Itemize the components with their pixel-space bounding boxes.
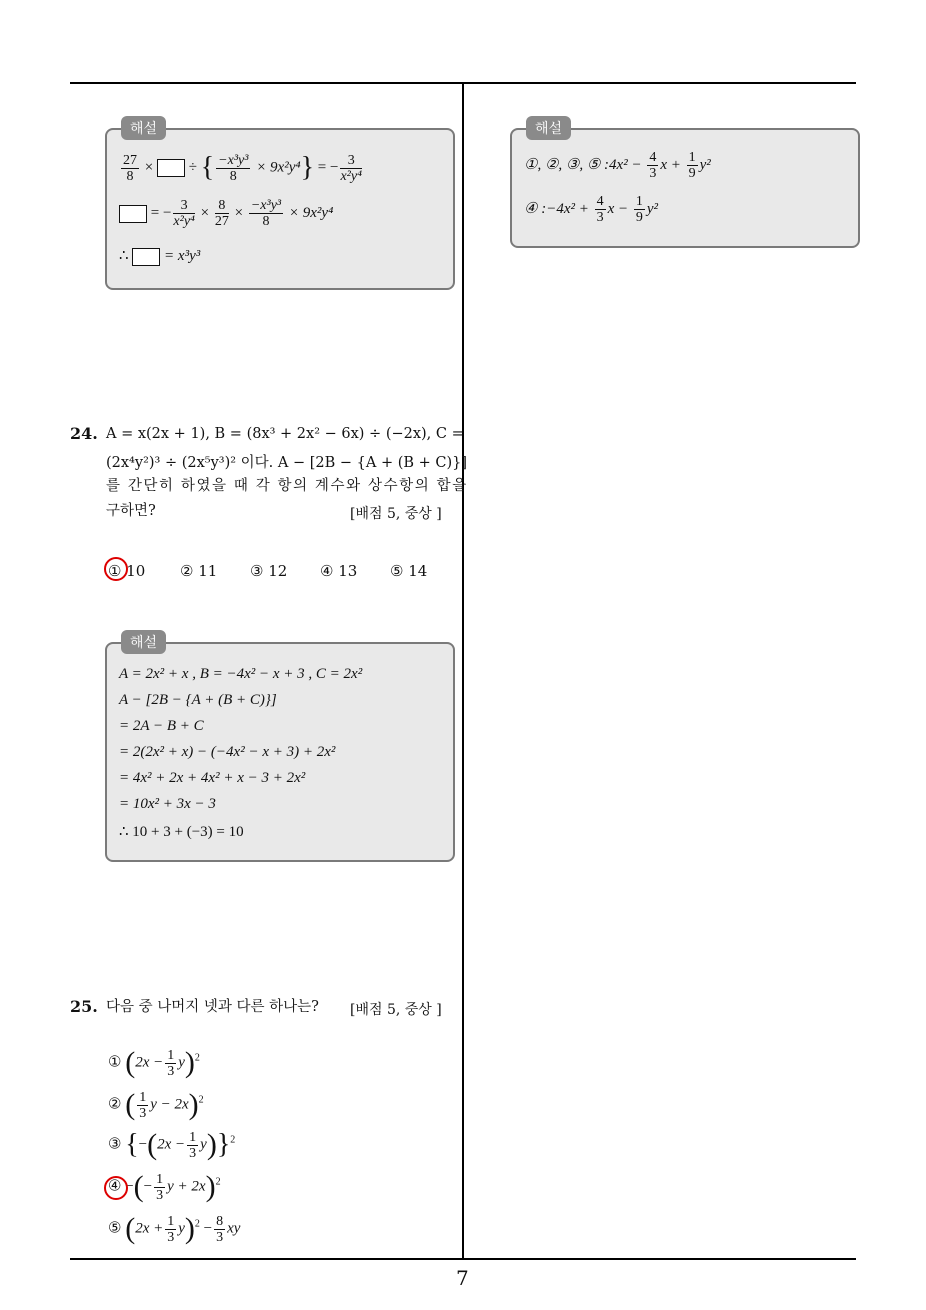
blank-box [157,159,185,177]
blank-box [119,205,147,223]
q24-option-4[interactable]: ④ 13 [320,562,358,580]
q24-option-5[interactable]: ⑤ 14 [390,562,428,580]
q25-option-4[interactable]: ④ −(− $\frac{1}{3}$ y + 2x)$^2$ [108,1170,221,1203]
solution-right-row-2: ④ :−4x² + $\frac{4}{3}$ x − $\frac{1}{9}$ y² [524,194,659,225]
question-24-line-3: 를 간단히 하였을 때 각 항의 계수와 상수항의 합을 [106,478,468,494]
answer-mark-circle [104,1176,128,1200]
solution-label: 해설 [121,630,166,654]
column-divider [462,82,464,1260]
q25-option-3[interactable]: ③ {−(2x − $\frac{1}{3}$ y)}$^2$ [108,1128,236,1161]
question-24-line-2: (2x⁴y²)³ ÷ (2x⁵y³)² 이다. A − [2B − {A + (B + C)}] [106,455,468,471]
solution-box-right [510,121,860,248]
solution-24-line-2: A − [2B − {A + (B + C)}] [119,692,277,708]
solution-box-23 [105,121,455,290]
solution-label: 해설 [121,116,166,140]
answer-mark-circle [104,557,128,581]
question-25-text: 다음 중 나머지 넷과 다른 하나는? [106,999,319,1015]
page-number: 7 [456,1266,469,1290]
solution-23-row-2: = − $\frac{3}{\text{x²y⁴}}$ × $\frac{8}{27}$ × $\frac{\text{−x³y³}}{8}$ × 9x²y⁴ [119,198,333,229]
q25-option-5[interactable]: ⑤ (2x + $\frac{1}{3}$ y)$^2$ − $\frac{8}{3}$ xy [108,1212,241,1245]
question-25-score: [배점 5, 중상 ] [350,1002,442,1018]
question-24-number: 24. [70,424,98,443]
q24-option-3[interactable]: ③ 12 [250,562,288,580]
q24-option-2[interactable]: ② 11 [180,562,218,580]
question-24-line-1: A = x(2x + 1), B = (8x³ + 2x² − 6x) ÷ (−2x), C = [106,426,464,442]
q25-option-1[interactable]: ① (2x − $\frac{1}{3}$ y)$^2$ [108,1046,200,1079]
solution-24-line-1: A = 2x² + x , B = −4x² − x + 3 , C = 2x² [119,666,363,682]
question-24-line-4: 구하면? [106,503,156,519]
q24-option-1[interactable]: ① 10 [108,562,146,580]
solution-right-row-1: ①, ②, ③, ⑤ :4x² − $\frac{4}{3}$ x + $\frac{1}{9}$ y² [524,150,711,181]
solution-24-line-6: = 10x² + 3x − 3 [119,796,216,812]
blank-box [132,248,160,266]
solution-23-row-3: ∴ = x³y³ [119,248,201,264]
question-24-score: [배점 5, 중상 ] [350,506,442,522]
solution-23-row-1: $\frac{27}{8}$ × ÷ { $\frac{\text{−x³y³}}{8}$ × 9x²y⁴} = − $\frac{3}{\text{x²y⁴}}$ [123,152,362,184]
bottom-rule [70,1258,856,1260]
q25-option-2[interactable]: ② ( $\frac{1}{3}$ y − 2x)$^2$ [108,1088,204,1121]
solution-24-line-5: = 4x² + 2x + 4x² + x − 3 + 2x² [119,770,306,786]
solution-24-line-7: ∴ 10 + 3 + (−3) = 10 [119,824,244,840]
solution-box-24 [105,635,455,862]
solution-label: 해설 [526,116,571,140]
question-25-number: 25. [70,997,98,1016]
solution-24-line-3: = 2A − B + C [119,718,204,734]
solution-24-line-4: = 2(2x² + x) − (−4x² − x + 3) + 2x² [119,744,336,760]
